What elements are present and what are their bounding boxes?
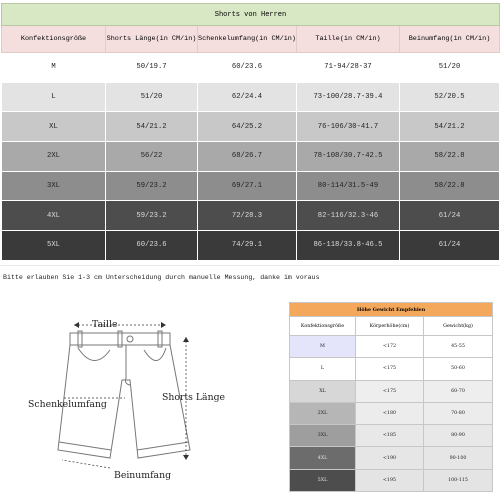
waist-button xyxy=(127,336,133,342)
header-konfektionsgroesse: Konfektionsgröße xyxy=(2,26,106,53)
size-chart-header-row xyxy=(2,26,500,53)
recommend-row xyxy=(290,402,493,424)
recommend-title: Höhe Gewicht Empfehlen xyxy=(290,303,493,317)
cell-size: M xyxy=(2,53,106,83)
arrow-taille-right xyxy=(161,322,166,328)
header-beinumfang: Beinumfang(in CM/in) xyxy=(400,26,500,53)
cell-beinumfang: 61/24 xyxy=(400,201,500,231)
cell-beinumfang: 51/20 xyxy=(400,53,500,83)
rec-cell-size: 4XL xyxy=(290,447,356,469)
waistband-outline xyxy=(70,333,170,345)
rec-cell-weight: 90-100 xyxy=(424,447,493,469)
recommend-row xyxy=(290,425,493,447)
recommend-row xyxy=(290,336,493,358)
rec-cell-size: 5XL xyxy=(290,469,356,491)
cell-taille: 73-100/28.7-39.4 xyxy=(297,82,400,112)
cell-size: 4XL xyxy=(2,201,106,231)
height-weight-table xyxy=(289,302,493,492)
cell-schenkelumfang: 62/24.4 xyxy=(198,82,297,112)
cell-beinumfang: 58/22.8 xyxy=(400,171,500,201)
pocket-right xyxy=(144,348,166,361)
size-row xyxy=(2,201,500,231)
shorts-measurement-diagram xyxy=(0,300,280,500)
rec-cell-size: M xyxy=(290,336,356,358)
rec-header-weight: Gewicht(kg) xyxy=(424,317,493,336)
cell-shorts-laenge: 59/23.2 xyxy=(106,171,198,201)
recommend-row xyxy=(290,380,493,402)
cell-size: 2XL xyxy=(2,142,106,172)
rec-cell-height: <175 xyxy=(356,380,424,402)
pocket-left xyxy=(78,348,110,361)
rec-cell-weight: 50-60 xyxy=(424,358,493,380)
rec-cell-height: <185 xyxy=(356,425,424,447)
cell-schenkelumfang: 69/27.1 xyxy=(198,171,297,201)
recommend-row xyxy=(290,469,493,491)
schenkelumfang-label: Schenkelumfang xyxy=(28,399,107,410)
size-row xyxy=(2,171,500,201)
measurement-note: Bitte erlauben Sie 1-3 cm Unterscheidung durch manuelle Messung, danke im voraus xyxy=(3,274,320,281)
size-chart-table xyxy=(1,3,500,261)
rec-cell-size: 2XL xyxy=(290,402,356,424)
cell-taille: 71-94/28-37 xyxy=(297,53,400,83)
cell-beinumfang: 54/21.2 xyxy=(400,112,500,142)
cell-taille: 76-106/30-41.7 xyxy=(297,112,400,142)
shorts-laenge-label: Shorts Länge xyxy=(162,392,226,403)
rec-cell-size: XL xyxy=(290,380,356,402)
rec-cell-height: <180 xyxy=(356,402,424,424)
rec-cell-weight: 80-90 xyxy=(424,425,493,447)
cell-size: XL xyxy=(2,112,106,142)
rec-cell-size: 3XL xyxy=(290,425,356,447)
header-taille: Taille(in CM/in) xyxy=(297,26,400,53)
taille-label: Taille xyxy=(92,319,118,330)
cell-schenkelumfang: 74/29.1 xyxy=(198,231,297,261)
header-schenkelumfang: Schenkelumfang(in CM/in) xyxy=(198,26,297,53)
cell-shorts-laenge: 54/21.2 xyxy=(106,112,198,142)
cell-schenkelumfang: 72/28.3 xyxy=(198,201,297,231)
recommend-row xyxy=(290,447,493,469)
arrow-taille-left xyxy=(74,322,79,328)
cell-taille: 86-118/33.8-46.5 xyxy=(297,231,400,261)
cell-schenkelumfang: 68/26.7 xyxy=(198,142,297,172)
arrow-laenge-top xyxy=(183,337,189,342)
cell-shorts-laenge: 51/20 xyxy=(106,82,198,112)
size-row xyxy=(2,142,500,172)
cell-beinumfang: 61/24 xyxy=(400,231,500,261)
rec-cell-weight: 70-80 xyxy=(424,402,493,424)
cell-beinumfang: 58/22.8 xyxy=(400,142,500,172)
header-shorts-laenge: Shorts Länge(in CM/in) xyxy=(106,26,198,53)
cell-shorts-laenge: 56/22 xyxy=(106,142,198,172)
cell-size: 5XL xyxy=(2,231,106,261)
cell-shorts-laenge: 60/23.6 xyxy=(106,231,198,261)
cell-taille: 78-108/30.7-42.5 xyxy=(297,142,400,172)
cell-shorts-laenge: 59/23.2 xyxy=(106,201,198,231)
size-chart-title: Shorts von Herren xyxy=(2,4,500,26)
cell-schenkelumfang: 64/25.2 xyxy=(198,112,297,142)
cell-taille: 82-116/32.3-46 xyxy=(297,201,400,231)
cell-beinumfang: 52/20.5 xyxy=(400,82,500,112)
size-row xyxy=(2,82,500,112)
cell-taille: 80-114/31.5-49 xyxy=(297,171,400,201)
rec-header-height: Körperhöhe(cm) xyxy=(356,317,424,336)
arrow-laenge-bottom xyxy=(183,455,189,460)
hem-right xyxy=(137,442,189,450)
cell-shorts-laenge: 50/19.7 xyxy=(106,53,198,83)
rec-cell-weight: 45-55 xyxy=(424,336,493,358)
bein-measure-line xyxy=(62,460,110,468)
rec-header-size: Konfektionsgröße xyxy=(290,317,356,336)
size-row xyxy=(2,231,500,261)
cell-size: L xyxy=(2,82,106,112)
rec-cell-height: <175 xyxy=(356,358,424,380)
rec-cell-size: L xyxy=(290,358,356,380)
rec-cell-height: <172 xyxy=(356,336,424,358)
size-row xyxy=(2,53,500,83)
recommend-row xyxy=(290,358,493,380)
section-divider xyxy=(0,265,500,266)
rec-cell-weight: 100-115 xyxy=(424,469,493,491)
rec-cell-height: <195 xyxy=(356,469,424,491)
size-row xyxy=(2,112,500,142)
fly-seam xyxy=(126,345,131,385)
rec-cell-height: <190 xyxy=(356,447,424,469)
hem-left xyxy=(59,442,111,450)
rec-cell-weight: 60-70 xyxy=(424,380,493,402)
beinumfang-label: Beinumfang xyxy=(114,470,172,481)
cell-schenkelumfang: 60/23.6 xyxy=(198,53,297,83)
cell-size: 3XL xyxy=(2,171,106,201)
